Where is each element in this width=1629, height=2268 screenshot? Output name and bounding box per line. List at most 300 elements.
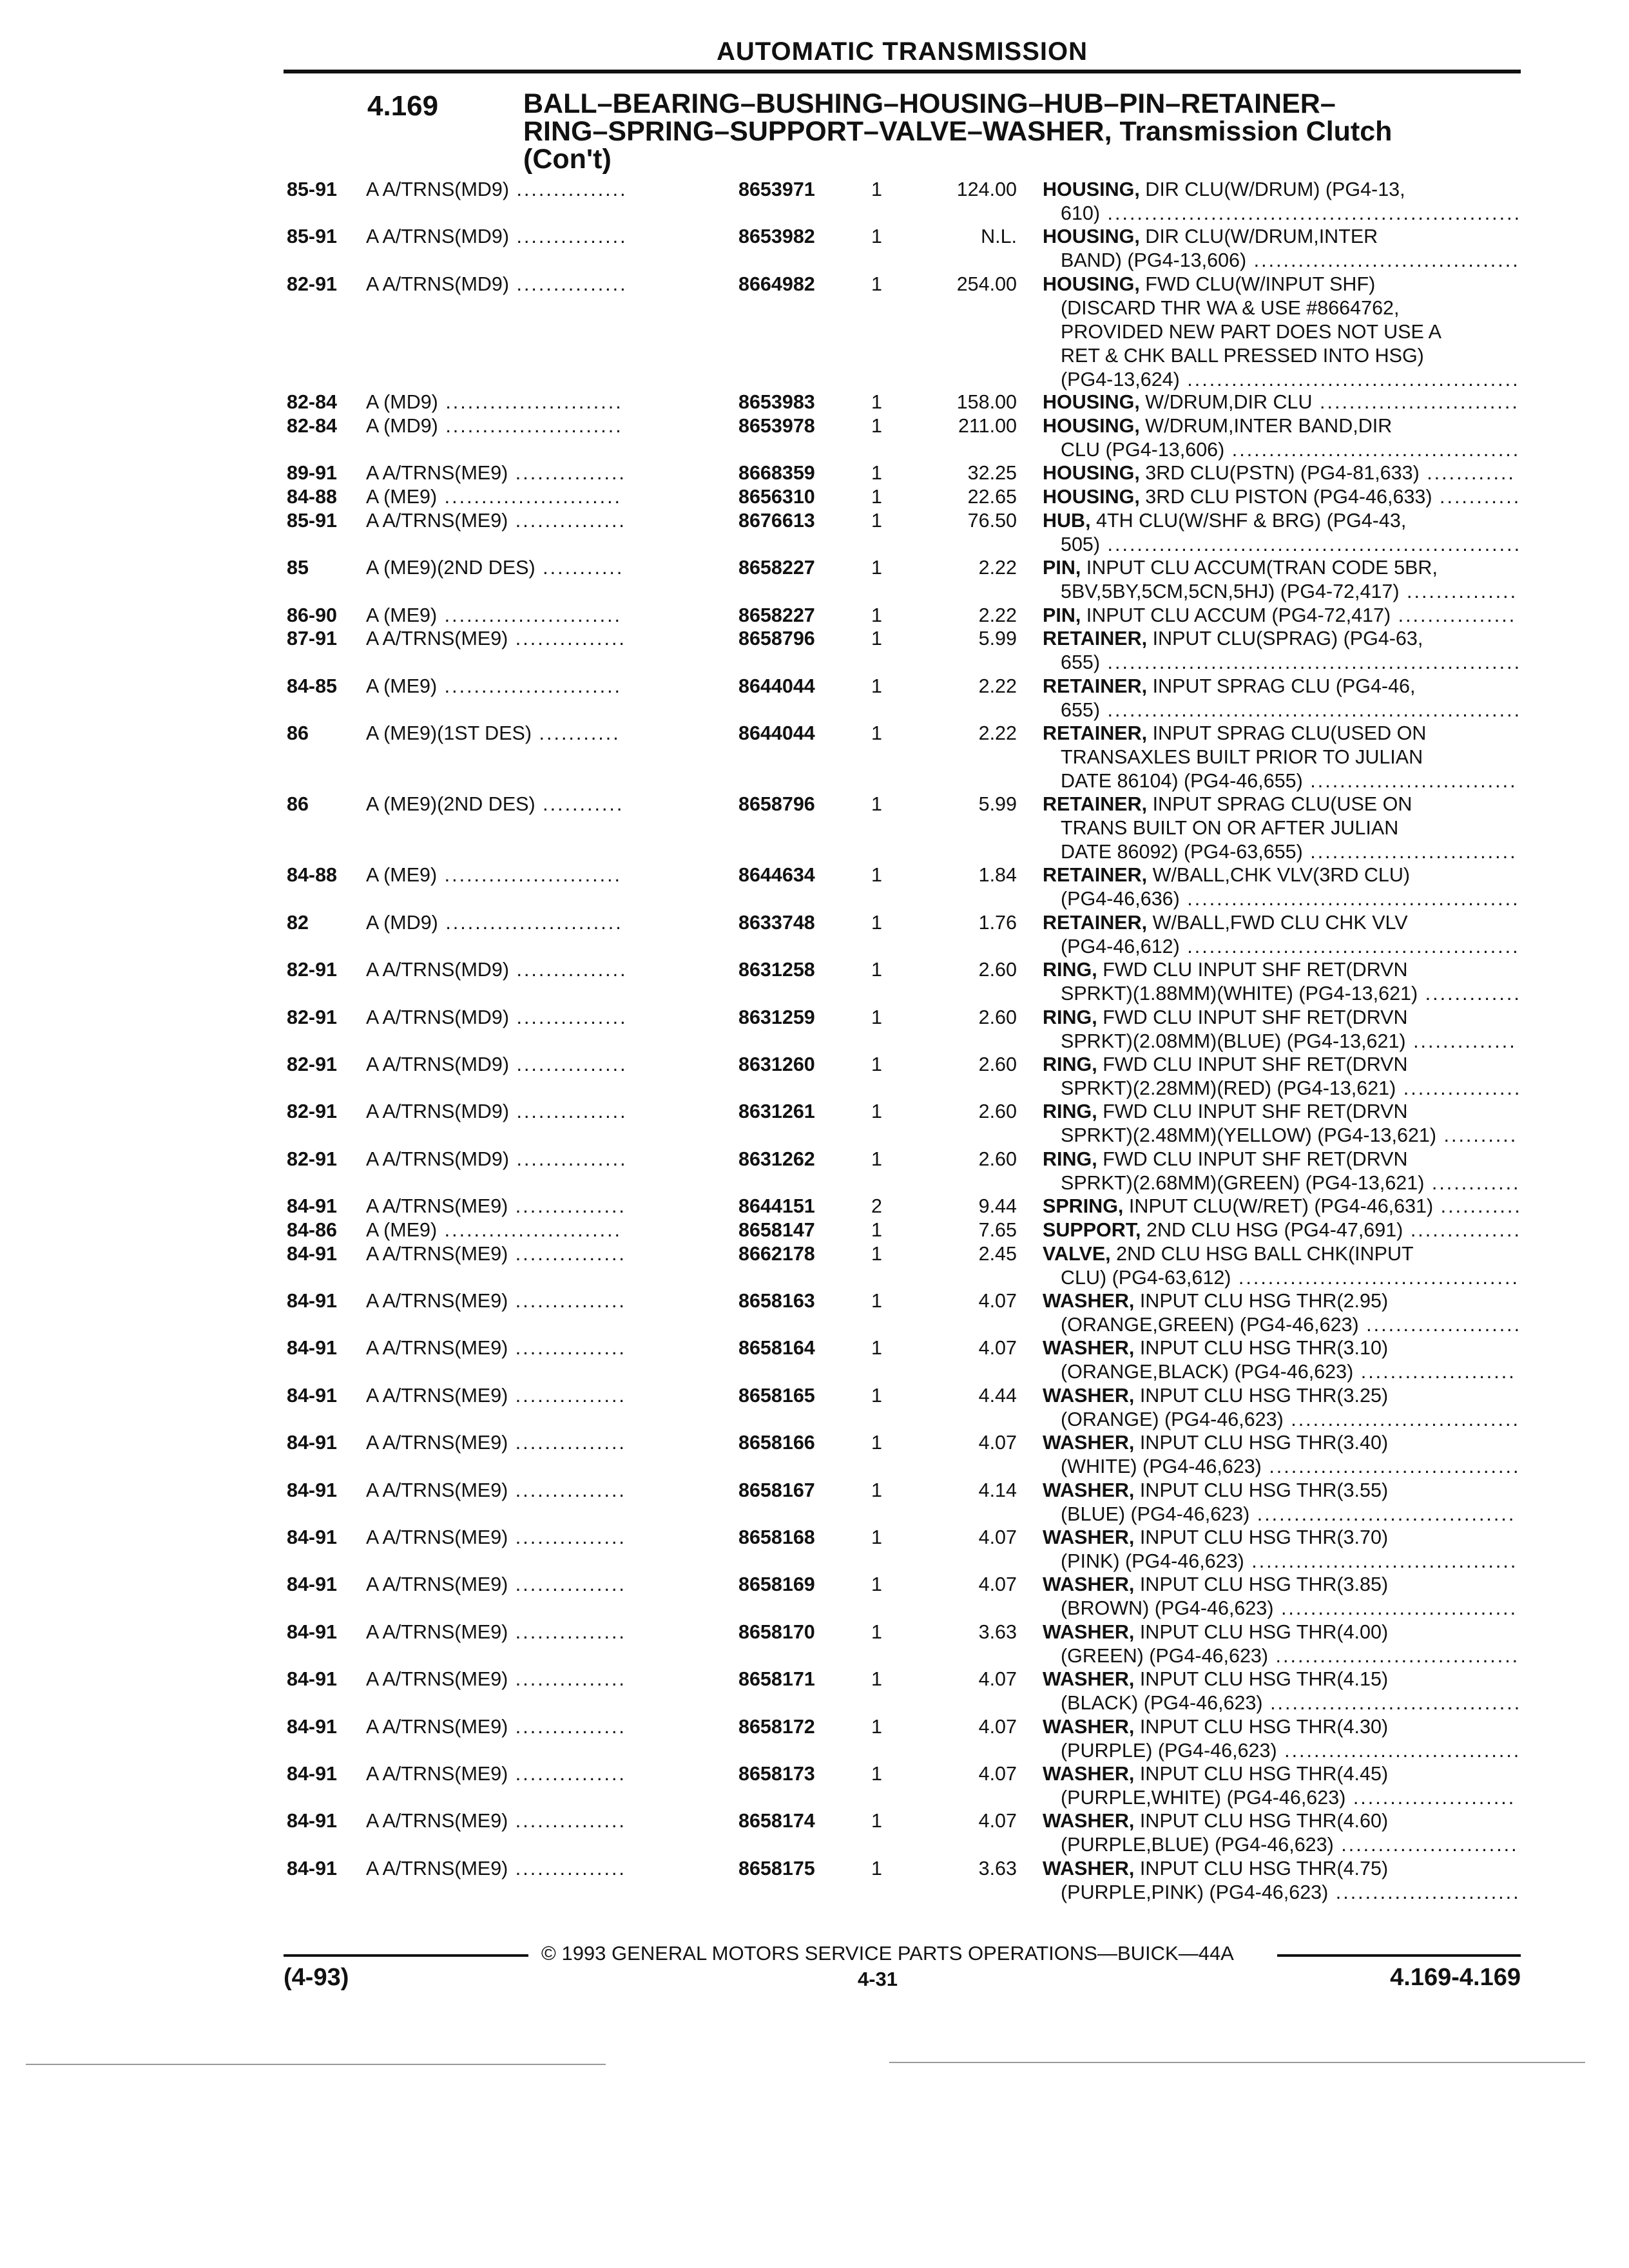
description-line: DATE 86104) (PG4-46,655) ............................ [1061,770,1518,793]
part-detail: INPUT SPRAG CLU(USE ON [1147,793,1412,816]
part-detail: 2ND CLU HSG (PG4-47,691) [1141,1218,1403,1241]
description-line [1043,1479,1519,1503]
quantity: 1 [871,273,882,295]
leader-dots: ............... [509,959,628,981]
part-keyword: RING, [1043,1006,1097,1028]
leader-dots: ............... [508,1715,626,1738]
quantity: 1 [871,1337,882,1360]
part-number: 8668359 [738,462,815,485]
part-detail: INPUT CLU HSG THR(4.75) [1134,1857,1389,1879]
leader-dots: ........................ [437,864,622,887]
description-line: (BROWN) (PG4-46,623) ................................ [1061,1597,1518,1620]
part-detail: INPUT CLU HSG THR(4.45) [1134,1762,1389,1785]
section-title-line1: BALL–BEARING–BUSHING–HOUSING–HUB–PIN–RETAINER– [523,88,1336,119]
part-keyword: RING, [1043,959,1097,981]
description [1043,793,1519,864]
description-line: SPRKT)(2.48MM)(YELLOW) (PG4-13,621) .......... [1061,1124,1518,1147]
description [1043,509,1522,557]
description-line [1043,461,1519,485]
description-line [1043,1762,1519,1786]
description-line: CLU) (PG4-63,612) ...................................... [1061,1266,1519,1289]
part-number: 8653978 [738,415,815,437]
leader-dots: ............... [508,1526,626,1548]
application-text: A A/TRNS(ME9) [366,1195,508,1218]
quantity: 1 [871,1006,882,1028]
part-keyword: PIN, [1043,557,1081,579]
description-line: RET & CHK BALL PRESSED INTO HSG) [1061,344,1424,367]
leader-dots: ........... [535,557,624,579]
part-keyword: WASHER, [1043,1573,1135,1596]
leader-dots: ............... [509,1148,628,1170]
part-detail: DIR CLU(W/DRUM) (PG4-13, [1139,178,1405,200]
description [1043,1195,1522,1218]
description-line: PROVIDED NEW PART DOES NOT USE A [1061,320,1441,343]
price: 32.25 [967,462,1017,485]
description [1043,863,1519,911]
description [1043,1053,1522,1100]
description-line [1043,722,1519,745]
leader-dots: ........................ [437,675,622,697]
leader-dots: ............... [509,1100,628,1123]
part-number: 8633748 [738,911,815,934]
description [1043,225,1519,273]
application-text: A A/TRNS(ME9) [366,509,508,532]
part-number: 8658163 [738,1289,815,1312]
description-line: SPRKT)(2.08MM)(BLUE) (PG4-13,621) .............. [1061,1030,1517,1052]
description-line [1043,485,1519,509]
leader-dots: ...................................... [1231,1266,1519,1289]
part-detail: FWD CLU INPUT SHF RET(DRVN [1097,959,1408,981]
part-number: 8658164 [738,1337,815,1360]
part-number: 8658796 [738,628,815,650]
leader-dots: .................................... [1244,1550,1518,1572]
part-detail: W/DRUM,DIR CLU [1139,391,1313,414]
application-text: A A/TRNS(MD9) [366,1006,510,1028]
application [366,414,623,438]
price: 124.00 [956,178,1017,200]
quantity: 1 [871,675,882,697]
application [366,958,628,982]
leader-dots: ............... [508,1195,626,1218]
price: 2.22 [978,557,1017,579]
application-text: A A/TRNS(ME9) [366,1810,508,1832]
part-number: 8658165 [738,1384,815,1407]
part-detail: 3RD CLU(PSTN) (PG4-81,633) [1139,462,1420,485]
leader-dots: ............... [508,1573,626,1596]
quantity: 1 [871,226,882,248]
description-line [1043,1289,1519,1313]
description-line: (ORANGE,GREEN) (PG4-46,623) ..................... [1061,1313,1522,1336]
leader-dots: ............... [508,509,626,532]
model-years: 84-91 [287,1810,338,1832]
leader-dots: ............ [1419,462,1516,485]
description-line [1043,1573,1519,1597]
part-number: 8658172 [738,1715,815,1738]
application [366,1148,628,1171]
model-years: 82-84 [287,391,338,414]
application [366,675,622,698]
quantity: 1 [871,462,882,485]
part-keyword: RETAINER, [1043,675,1148,697]
model-years: 82-91 [287,1053,338,1075]
description-line: (ORANGE) (PG4-46,623) ............................... [1061,1408,1520,1430]
price: 2.60 [978,1100,1017,1123]
part-keyword: RETAINER, [1043,911,1148,934]
application [366,1384,626,1408]
quantity: 1 [871,1526,882,1548]
part-keyword: PIN, [1043,604,1081,626]
leader-dots: .................................... [1246,249,1520,272]
leader-dots: ........................ [437,1218,622,1241]
part-number: 8653982 [738,226,815,248]
part-detail: INPUT CLU ACCUM (PG4-72,417) [1081,604,1391,626]
part-keyword: RETAINER, [1043,722,1148,745]
leader-dots: ............... [508,1810,626,1832]
leader-dots: ............................ [1302,841,1518,863]
price: 9.44 [978,1195,1017,1218]
application-text: A A/TRNS(ME9) [366,628,508,650]
price: 158.00 [956,391,1017,414]
part-detail: INPUT CLU HSG THR(4.60) [1134,1810,1389,1832]
leader-dots: ............... [509,226,628,248]
part-number: 8653971 [738,178,815,200]
application-text: A A/TRNS(ME9) [366,1289,508,1312]
part-detail: INPUT CLU(SPRAG) (PG4-63, [1147,628,1423,650]
model-years: 84-86 [287,1218,338,1241]
application [366,1526,626,1550]
model-years: 89-91 [287,462,338,485]
application [366,485,622,509]
quantity: 1 [871,1479,882,1501]
description [1043,556,1519,604]
description-line: 610) ........................................................ [1061,202,1522,224]
quantity: 1 [871,722,882,745]
description-line: CLU (PG4-13,606) ....................................... [1061,439,1521,461]
description-line [1043,1218,1519,1242]
part-keyword: VALVE, [1043,1242,1111,1265]
leader-dots: ............... [508,628,626,650]
application [366,1762,626,1786]
application [366,911,623,935]
part-detail: INPUT CLU HSG THR(3.40) [1134,1432,1389,1454]
leader-dots: ............... [508,1620,626,1643]
part-keyword: HOUSING, [1043,486,1140,508]
part-detail: W/BALL,CHK VLV(3RD CLU) [1147,864,1411,887]
description-line: (ORANGE,BLACK) (PG4-46,623) ..................... [1061,1361,1516,1383]
model-years: 84-91 [287,1762,338,1785]
part-number: 8658168 [738,1526,815,1548]
part-detail: 2ND CLU HSG BALL CHK(INPUT [1110,1242,1414,1265]
section-title-line3: (Con't) [523,144,612,175]
description [1043,1573,1519,1620]
description-line: (PINK) (PG4-46,623) .................................... [1061,1550,1518,1572]
description [1043,414,1519,462]
price: 4.07 [978,1762,1017,1785]
leader-dots: ............... [508,1289,626,1312]
description-line: 655) ........................................................ [1061,651,1522,674]
description-line: DATE 86092) (PG4-63,655) ............................ [1061,841,1518,863]
model-years: 82-91 [287,959,338,981]
leader-dots: .............. [1405,1030,1517,1052]
application-text: A A/TRNS(ME9) [366,1479,508,1501]
quantity: 1 [871,1242,882,1265]
price: 254.00 [956,273,1017,295]
model-years: 85-91 [287,226,338,248]
description-line: (BLUE) (PG4-46,623) ................................... [1061,1503,1516,1525]
leader-dots: ........................ [437,486,622,508]
quantity: 1 [871,486,882,508]
part-detail: INPUT CLU ACCUM(TRAN CODE 5BR, [1081,557,1438,579]
description-line: 655) ........................................................ [1061,698,1522,721]
quantity: 1 [871,1432,882,1454]
price: 4.14 [978,1479,1017,1501]
leader-dots: ........... [1433,1195,1522,1218]
part-number: 8658175 [738,1857,815,1879]
description [1043,1526,1519,1573]
description-line [1043,178,1519,202]
description-line [1043,1053,1519,1077]
price: 2.22 [978,604,1017,626]
section-title-line2-main: RING–SPRING–SUPPORT–VALVE–WASHER, [523,116,1112,147]
description-line: (DISCARD THR WA & USE #8664762, [1061,296,1400,319]
model-years: 82 [287,911,309,934]
application-text: A A/TRNS(MD9) [366,1100,510,1123]
description-line [1043,1242,1519,1266]
description-line: (PG4-13,624) ............................................. [1061,368,1520,390]
leader-dots: ................................ [1277,1739,1521,1762]
part-detail: INPUT CLU HSG THR(3.70) [1134,1526,1389,1548]
leader-dots: ............... [509,1006,628,1028]
model-years: 82-84 [287,415,338,437]
leader-dots: ........................................................ [1100,202,1522,224]
description-line [1043,1857,1519,1881]
application-text: A (ME9)(1ST DES) [366,722,532,745]
price: 2.45 [978,1242,1017,1265]
price: 4.07 [978,1526,1017,1548]
part-number: 8664982 [738,273,815,295]
part-keyword: WASHER, [1043,1762,1135,1785]
footer-rule-left [284,1954,528,1957]
price: 4.07 [978,1289,1017,1312]
leader-dots: ............... [508,1432,626,1454]
application [366,1006,628,1030]
quantity: 1 [871,1810,882,1832]
price: 2.60 [978,959,1017,981]
leader-dots: ................................... [1249,1503,1516,1525]
model-years: 84-91 [287,1432,338,1454]
description [1043,1857,1519,1905]
quantity: 1 [871,628,882,650]
leader-dots: ........................................................ [1100,651,1522,674]
part-detail: INPUT CLU HSG THR(3.55) [1134,1479,1389,1501]
price: 2.22 [978,722,1017,745]
part-keyword: WASHER, [1043,1479,1135,1501]
price: 7.65 [978,1218,1017,1241]
description-line: SPRKT)(2.28MM)(RED) (PG4-13,621) ................ [1061,1077,1522,1099]
part-keyword: WASHER, [1043,1432,1135,1454]
part-keyword: RING, [1043,1053,1097,1075]
description [1043,675,1522,722]
description [1043,1620,1519,1668]
part-number: 8631259 [738,1006,815,1028]
leader-dots: ............................ [1302,770,1518,793]
quantity: 1 [871,1857,882,1879]
description-line [1043,225,1519,249]
quantity: 1 [871,1148,882,1170]
application [366,863,622,887]
part-detail: 3RD CLU PISTON (PG4-46,633) [1139,486,1432,508]
description-line [1043,1006,1519,1030]
description-line [1043,1620,1519,1644]
footer-section-range: 4.169-4.169 [1390,1964,1521,1991]
scan-artifact-line [889,2062,1585,2063]
part-keyword: WASHER, [1043,1526,1135,1548]
part-detail: FWD CLU INPUT SHF RET(DRVN [1097,1100,1408,1123]
application-text: A A/TRNS(ME9) [366,1384,508,1407]
description [1043,1667,1522,1715]
leader-dots: ............................................. [1179,368,1520,390]
price: 5.99 [978,793,1017,816]
model-years: 85 [287,557,309,579]
leader-dots: ........... [535,793,624,816]
leader-dots: ............... [508,462,626,485]
model-years: 84-91 [287,1620,338,1643]
description-line [1043,1148,1519,1171]
model-years: 82-91 [287,1148,338,1170]
part-detail: INPUT CLU HSG THR(3.25) [1134,1384,1389,1407]
quantity: 1 [871,1053,882,1075]
part-detail: FWD CLU(W/INPUT SHF) [1139,273,1376,295]
description-line [1043,273,1519,296]
quantity: 1 [871,1620,882,1643]
part-number: 8653983 [738,391,815,414]
part-keyword: HOUSING, [1043,415,1140,437]
part-number: 8631261 [738,1100,815,1123]
part-number: 8662178 [738,1242,815,1265]
description-line: (PURPLE,BLUE) (PG4-46,623) ........................ [1061,1834,1519,1856]
application [366,1431,626,1455]
part-number: 8658167 [738,1479,815,1501]
quantity: 1 [871,1573,882,1596]
part-detail: DIR CLU(W/DRUM,INTER [1139,226,1378,248]
price: 211.00 [958,415,1017,437]
description [1043,1431,1519,1479]
application-text: A A/TRNS(ME9) [366,1668,508,1691]
part-keyword: WASHER, [1043,1620,1135,1643]
leader-dots: ............... [509,1053,628,1075]
leader-dots: .................................. [1261,1456,1521,1478]
part-number: 8676613 [738,509,815,532]
application [366,1100,628,1124]
description [1043,1242,1519,1290]
part-keyword: WASHER, [1043,1384,1135,1407]
part-number: 8658169 [738,1573,815,1596]
part-number: 8658147 [738,1218,815,1241]
part-number: 8658796 [738,793,815,816]
leader-dots: .......... [1436,1124,1518,1147]
model-years: 84-91 [287,1337,338,1360]
quantity: 1 [871,793,882,816]
application-text: A (ME9) [366,675,438,697]
description-line: (PG4-46,612) ............................................. [1061,935,1520,957]
part-detail: INPUT CLU HSG THR(3.10) [1134,1337,1389,1360]
application [366,1053,628,1077]
model-years: 84-85 [287,675,338,697]
leader-dots: ........................ [438,391,623,414]
quantity: 1 [871,911,882,934]
page-header-title: AUTOMATIC TRANSMISSION [716,37,1088,66]
description-line: SPRKT)(2.68MM)(GREEN) (PG4-13,621) ............ [1061,1171,1521,1194]
leader-dots: ............... [508,1384,626,1407]
quantity: 1 [871,1100,882,1123]
model-years: 84-91 [287,1479,338,1501]
description [1043,958,1519,1006]
price: 4.07 [978,1432,1017,1454]
description [1043,1809,1519,1857]
description-line: (GREEN) (PG4-46,623) ................................. [1061,1644,1520,1667]
part-number: 8658166 [738,1432,815,1454]
price: 4.07 [978,1573,1017,1596]
model-years: 84-91 [287,1526,338,1548]
description [1043,1148,1519,1195]
application [366,1857,626,1881]
model-years: 84-91 [287,1715,338,1738]
application [366,178,628,202]
description-line [1043,604,1519,628]
part-detail: INPUT SPRAG CLU(USED ON [1147,722,1427,745]
part-number: 8658227 [738,557,815,579]
part-detail: FWD CLU INPUT SHF RET(DRVN [1097,1148,1408,1170]
price: 1.84 [978,864,1017,887]
description-line [1043,675,1519,698]
leader-dots: ............... [509,178,628,200]
leader-dots: ............... [508,1762,626,1785]
leader-dots: ......................... [1328,1881,1521,1903]
model-years: 82-91 [287,273,338,295]
description-line: (PURPLE,WHITE) (PG4-46,623) ...................... [1061,1786,1516,1809]
part-keyword: HOUSING, [1043,273,1140,295]
application-text: A (ME9)(2ND DES) [366,793,535,816]
description-line [1043,1809,1519,1833]
description-line [1043,958,1519,982]
application-text: A A/TRNS(ME9) [366,1337,508,1360]
leader-dots: ........................................................ [1100,698,1522,721]
application-text: A A/TRNS(ME9) [366,1432,508,1454]
part-keyword: HOUSING, [1043,226,1140,248]
part-detail: W/DRUM,INTER BAND,DIR [1139,415,1393,437]
application [366,1667,626,1691]
description [1043,273,1519,392]
application-text: A A/TRNS(MD9) [366,226,510,248]
description-line [1043,1431,1519,1455]
description [1043,911,1519,959]
leader-dots: ............ [1424,1171,1521,1194]
leader-dots: ............... [1403,1218,1521,1241]
section-number: 4.169 [367,90,439,122]
price: 2.22 [978,675,1017,697]
description-line [1043,1195,1522,1218]
leader-dots: ........................................................ [1100,533,1522,555]
description [1043,722,1519,793]
leader-dots: ....................................... [1224,439,1521,461]
description [1043,461,1519,485]
application-text: A A/TRNS(ME9) [366,1715,508,1738]
price: 1.76 [978,911,1017,934]
part-detail: FWD CLU INPUT SHF RET(DRVN [1097,1006,1408,1028]
description [1043,1715,1519,1763]
description [1043,485,1519,509]
application-text: A A/TRNS(ME9) [366,1526,508,1548]
